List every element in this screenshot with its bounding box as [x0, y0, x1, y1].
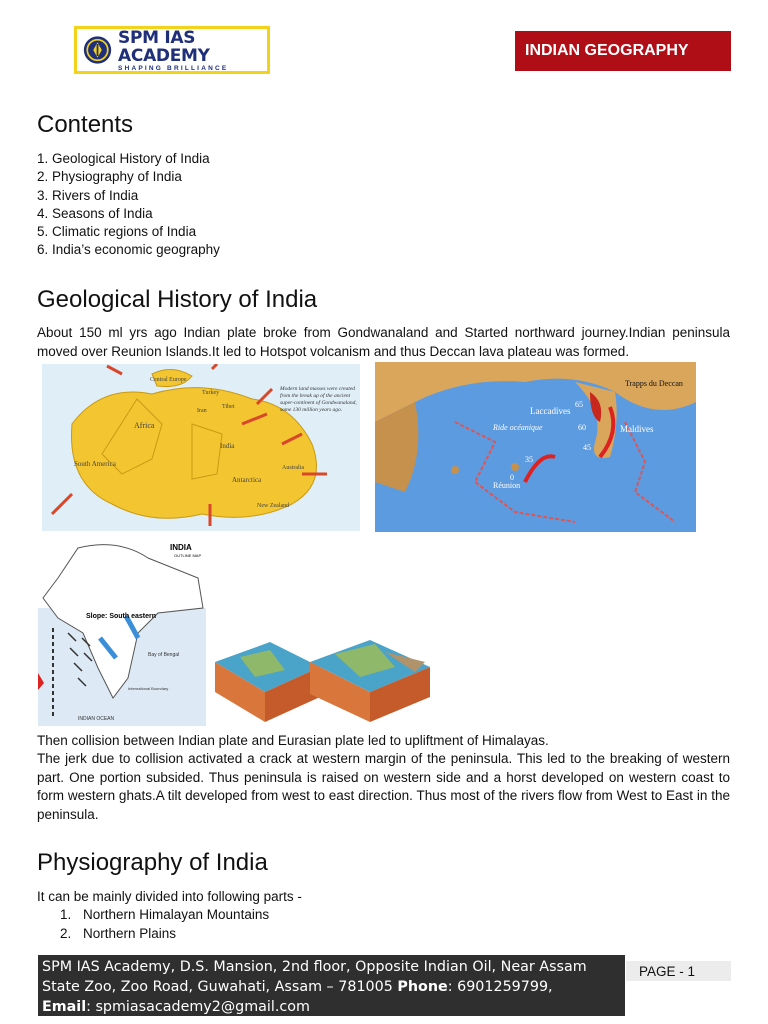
label-ridge: Ride océanique — [493, 423, 543, 432]
collision-paragraph: Then collision between Indian plate and Eurasian plate led to upliftment of Himalayas. — [37, 733, 549, 748]
footer-line3: Email: spmiasacademy2@gmail.com — [42, 999, 310, 1015]
label-age-0: 0 — [510, 473, 514, 482]
contents-item: 5. Climatic regions of India — [37, 224, 197, 240]
reunion-hotspot-map — [375, 362, 696, 532]
western-ghats-paragraph: The jerk due to collision activated a crack at western margin of the peninsula. This led to the breaking of western part. One portion subsided. Thus peninsula is raised on western side and a horst developed on western coast to form western ghats.A tilt developed from west to east direction. Thus most of the rivers flow from West to East in the peninsula. — [37, 751, 730, 822]
academy-emblem-icon — [83, 33, 112, 67]
label-iran: Iran — [197, 408, 207, 414]
label-age-45: 45 — [583, 443, 591, 452]
label-africa: Africa — [134, 421, 155, 430]
list-item: 1. Northern Himalayan Mountains — [60, 907, 270, 922]
bay-label: Bay of Bengal — [148, 652, 180, 658]
label-new-zealand: New Zealand — [257, 503, 290, 509]
physiography-heading: Physiography of India — [37, 849, 268, 876]
ocean-label: INDIAN OCEAN — [78, 716, 115, 722]
slope-label: Slope: South eastern — [86, 613, 157, 620]
physiography-intro: It can be mainly divided into following parts - — [37, 889, 302, 904]
label-age-60: 60 — [578, 423, 586, 432]
footer-address — [38, 955, 625, 1016]
geology-intro: About 150 ml yrs ago Indian plate broke from Gondwanaland and Started northward journey.Indian peninsula moved over Reunion Islands.It led to Hotspot volcanism and thus Deccan lava plateau was formed. — [37, 325, 730, 359]
gondwana-note: Modern land masses were created from the break up of the ancient super-continent of Gondwanaland, some 130 million years ago. — [280, 386, 357, 413]
label-maldives: Maldives — [620, 424, 654, 434]
label-india: India — [220, 442, 235, 450]
subject-banner: INDIAN GEOGRAPHY — [515, 31, 731, 71]
label-central-europe: Central Europe — [150, 377, 187, 383]
tectonic-block-diagram — [210, 622, 436, 726]
india-map-subtitle: OUTLINE MAP — [174, 553, 202, 558]
contents-heading: Contents — [37, 111, 134, 138]
physiography-list — [60, 906, 269, 943]
label-age-65: 65 — [575, 400, 583, 409]
contents-item: 4. Seasons of India — [37, 205, 153, 221]
contents-item: 3. Rivers of India — [37, 187, 139, 203]
page-number: PAGE - 1 — [626, 961, 731, 981]
label-laccadives: Laccadives — [530, 406, 571, 416]
label-south-america: South America — [74, 460, 116, 468]
label-age-35: 35 — [525, 455, 533, 464]
label-deccan-traps: Trapps du Deccan — [625, 379, 683, 388]
logo-name: SPM IAS ACADEMY — [118, 27, 210, 66]
label-antarctica: Antarctica — [232, 476, 262, 484]
label-tibet: Tibet — [222, 404, 235, 410]
geology-heading: Geological History of India — [37, 286, 318, 313]
logo-tagline: SHAPING BRILLIANCE — [118, 64, 229, 72]
legend-label: International Boundary — [128, 686, 169, 691]
label-reunion: Réunion — [493, 481, 521, 490]
contents-item: 6. India’s economic geography — [37, 242, 220, 258]
footer-line1: SPM IAS Academy, D.S. Mansion, 2nd floor, Opposite Indian Oil, Near Assam — [42, 959, 587, 975]
contents-item: 1. Geological History of India — [37, 151, 210, 166]
list-item: 2. Northern Plains — [60, 925, 177, 941]
contents-item: 2. Physiography of India — [37, 169, 182, 185]
contents-list — [37, 150, 220, 260]
gondwanaland-map — [42, 364, 360, 531]
label-australia: Australia — [282, 465, 304, 471]
india-map-title: INDIA — [170, 543, 192, 552]
label-turkey: Turkey — [202, 390, 220, 396]
footer-line2: State Zoo, Zoo Road, Guwahati, Assam – 781005 Phone: 6901259799, — [42, 979, 553, 995]
india-outline-map — [38, 538, 206, 726]
academy-logo — [74, 26, 270, 74]
